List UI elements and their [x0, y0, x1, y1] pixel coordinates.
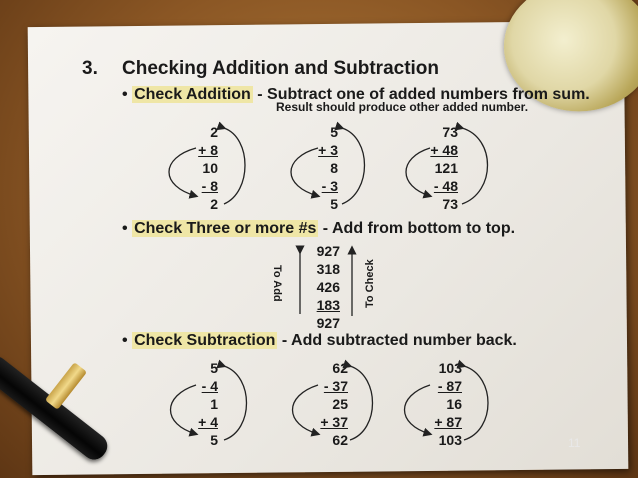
- subtraction-arc-right-3: [464, 366, 488, 440]
- subtraction-value: 62: [332, 432, 348, 448]
- addition-arc-right-1: [224, 128, 245, 204]
- to-check-label: To Check: [364, 259, 376, 308]
- addition-arc-left-3: [406, 148, 430, 196]
- addition-arc-left-2: [291, 148, 318, 196]
- subtraction-arc-left-3: [405, 385, 431, 434]
- addition-value: + 8: [198, 142, 218, 158]
- addition-value: 5: [330, 124, 338, 140]
- page-number: 11: [568, 436, 581, 450]
- check-subtraction-highlight: Check Subtraction: [134, 332, 276, 349]
- addition-value: - 48: [433, 178, 458, 194]
- subtraction-value: + 87: [434, 414, 462, 430]
- subtraction-value: 25: [332, 396, 348, 412]
- bullet-dot: •: [122, 220, 128, 237]
- check-three-highlight: Check Three or more #s: [134, 220, 317, 237]
- subtraction-value: 5: [210, 360, 218, 376]
- subtraction-value: 5: [210, 432, 218, 448]
- addition-value: + 48: [430, 142, 458, 158]
- to-add-label: To Add: [271, 265, 283, 302]
- check-addition-note: Result should produce other added number.: [276, 100, 529, 114]
- addition-arc-left-1: [169, 148, 196, 196]
- addition-value: 121: [434, 160, 458, 176]
- addition-value: 8: [330, 160, 338, 176]
- check-addition-text: - Subtract one of added numbers from sum.: [252, 86, 590, 103]
- addition-value: 2: [210, 196, 218, 212]
- subtraction-arc-right-1: [224, 366, 247, 440]
- check-addition-highlight: Check Addition: [134, 86, 251, 103]
- subtraction-value: 103: [438, 432, 462, 448]
- subtraction-arc-left-2: [293, 385, 319, 434]
- addition-arc-right-3: [462, 128, 488, 204]
- addition-value: 5: [330, 196, 338, 212]
- bullet-dot: •: [122, 332, 128, 349]
- addition-value: 73: [442, 196, 458, 212]
- addition-value: - 8: [201, 178, 218, 194]
- addition-value: 73: [442, 124, 458, 140]
- sum-number-1: 927: [316, 243, 340, 259]
- addition-arc-right-2: [342, 128, 365, 204]
- subtraction-value: 103: [438, 360, 462, 376]
- subtraction-value: - 4: [201, 378, 218, 394]
- slide-title: Checking Addition and Subtraction: [122, 58, 440, 79]
- subtraction-value: - 37: [323, 378, 348, 394]
- section-number: 3.: [82, 58, 98, 79]
- addition-value: 2: [210, 124, 218, 140]
- subtraction-value: 1: [210, 396, 218, 412]
- subtraction-arc-right-2: [350, 366, 373, 440]
- subtraction-value: 62: [332, 360, 348, 376]
- sum-number-2: 318: [316, 261, 340, 277]
- check-subtraction-text: - Add subtracted number back.: [277, 332, 517, 349]
- sum-number-4: 183: [316, 297, 340, 313]
- sum-total: 927: [316, 315, 340, 331]
- addition-value: - 3: [321, 178, 338, 194]
- subtraction-value: + 4: [198, 414, 218, 430]
- subtraction-value: - 87: [437, 378, 462, 394]
- addition-value: + 3: [318, 142, 338, 158]
- subtraction-value: 16: [446, 396, 462, 412]
- subtraction-arc-left-1: [171, 385, 197, 434]
- bullet-dot: •: [122, 86, 128, 103]
- check-three-text: - Add from bottom to top.: [318, 220, 516, 237]
- sum-number-3: 426: [316, 279, 340, 295]
- subtraction-value: + 37: [320, 414, 348, 430]
- addition-value: 10: [202, 160, 218, 176]
